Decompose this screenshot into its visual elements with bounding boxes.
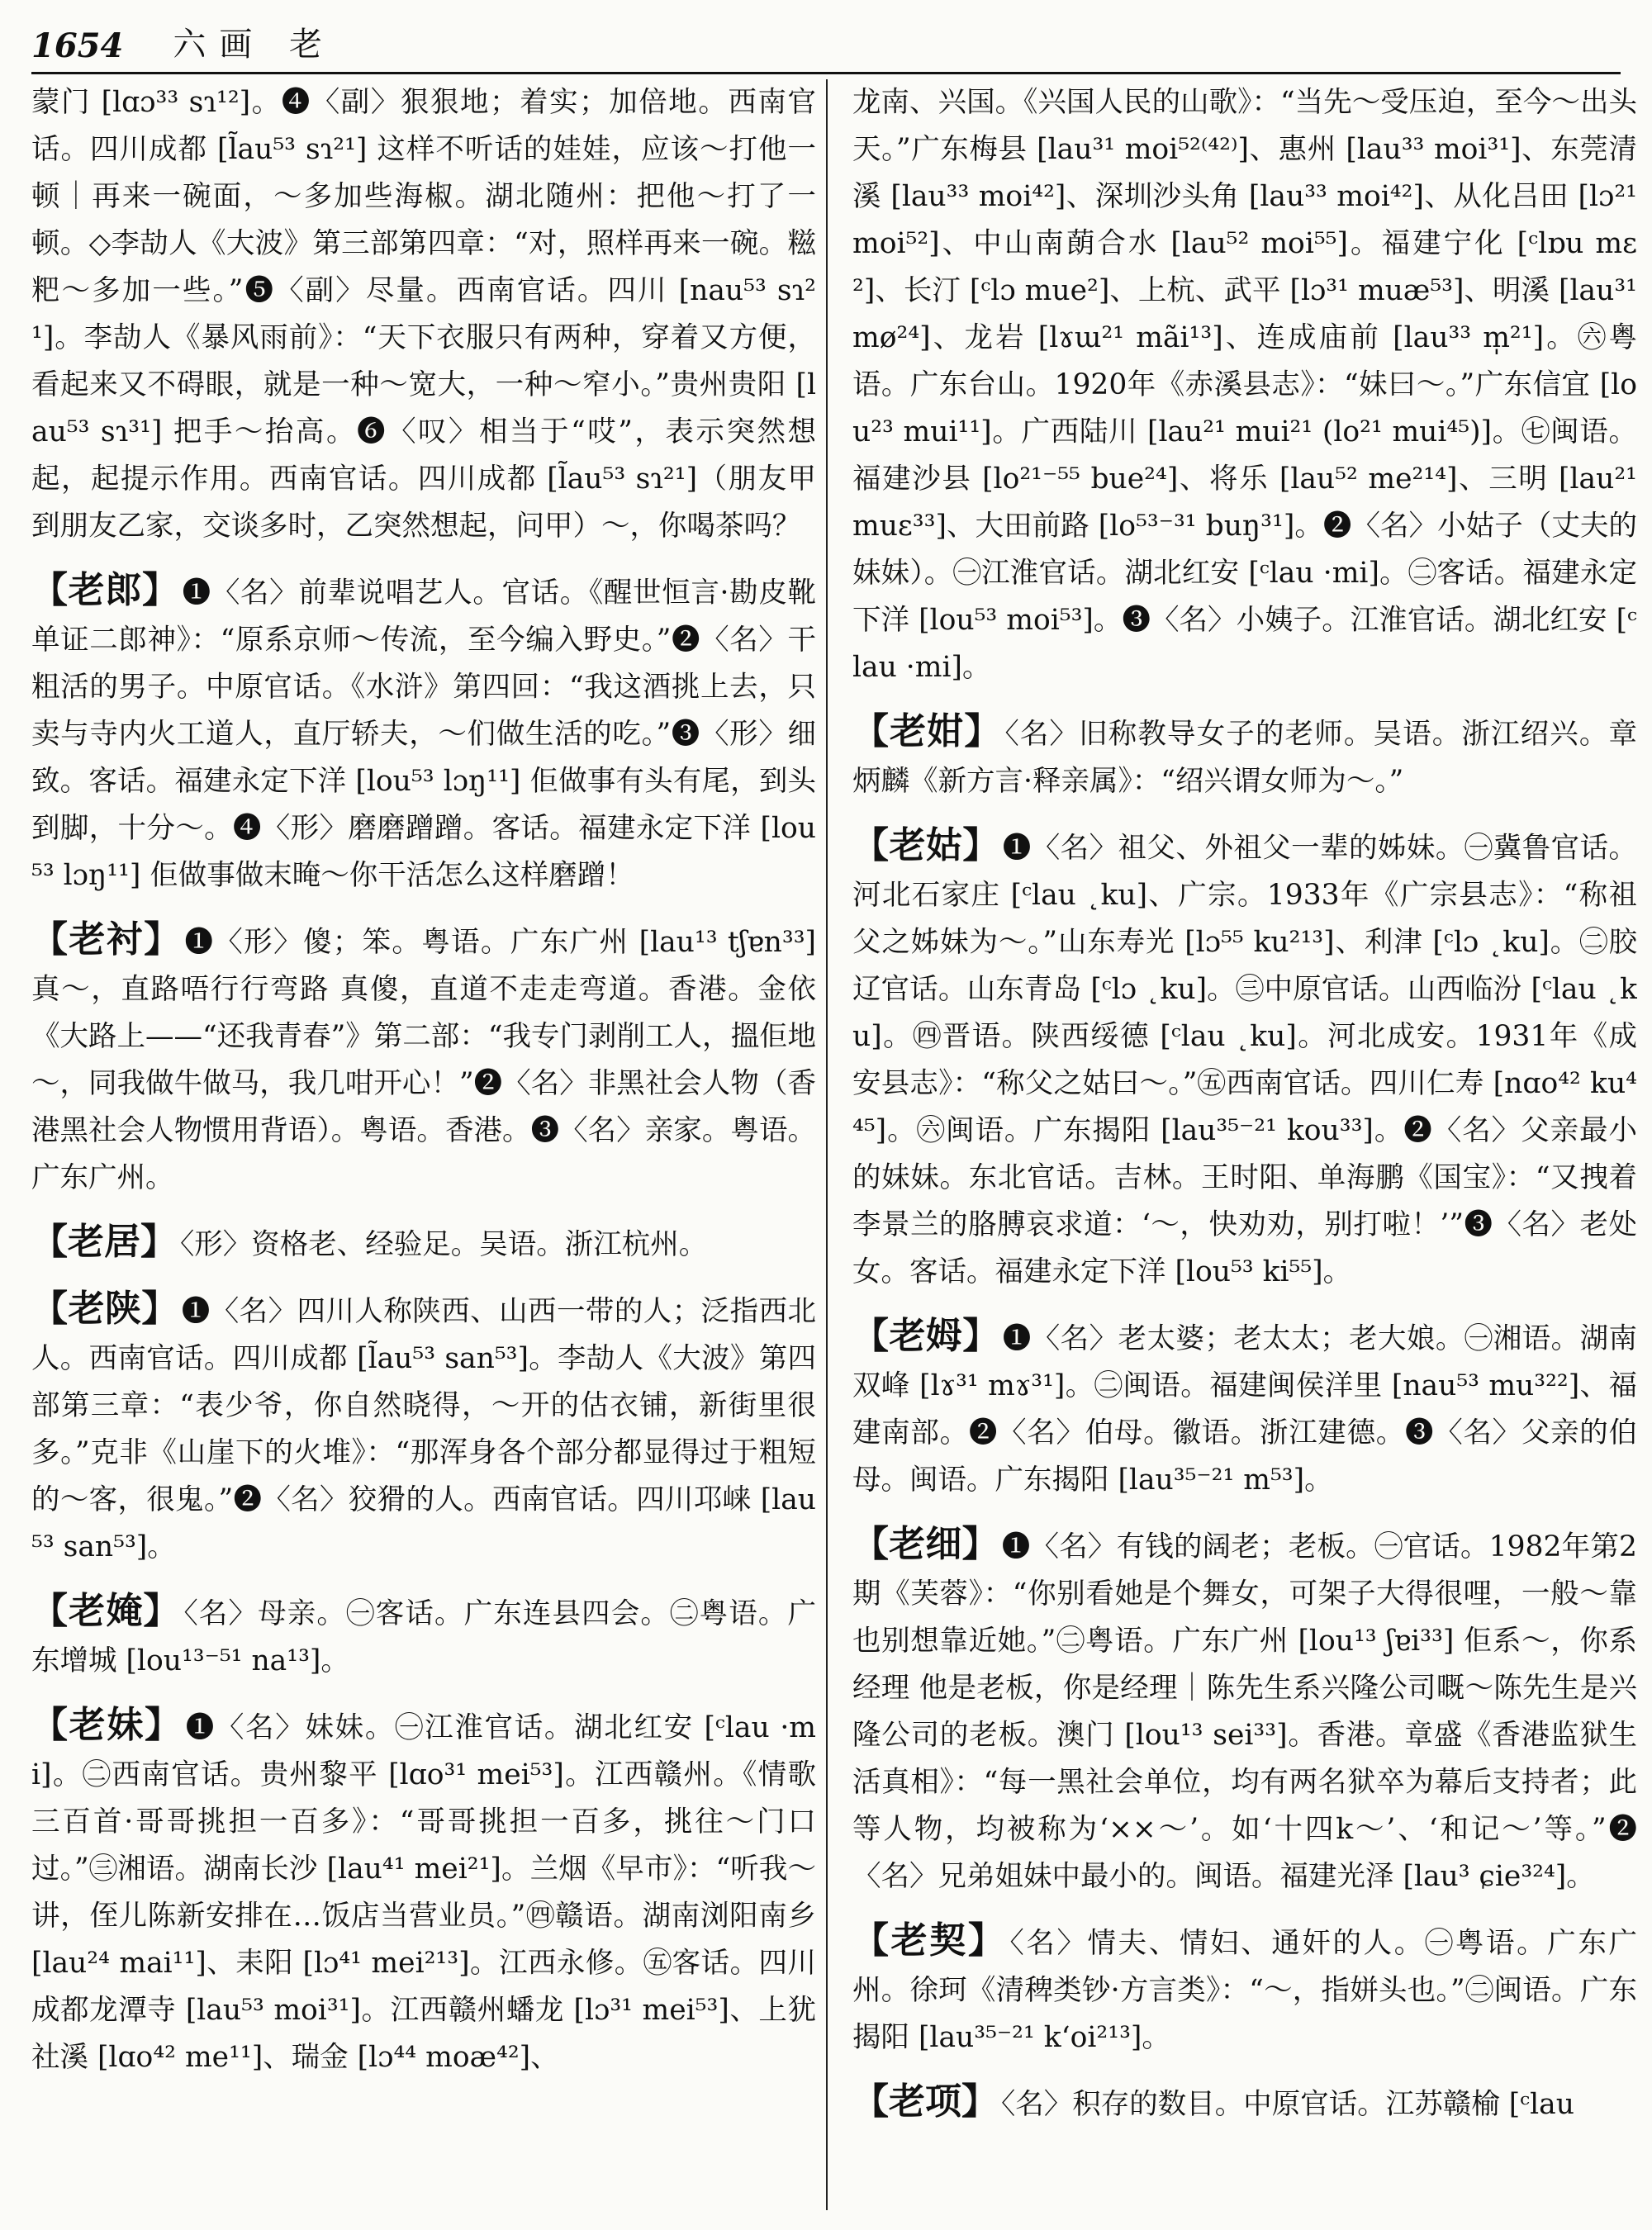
dictionary-entry: [31, 1285, 816, 1571]
entry-headword: 【老居】: [31, 1221, 177, 1263]
dictionary-entry: [852, 79, 1637, 691]
entry-text: ❶〈名〉祖父、外祖父一辈的姊妹。㊀冀鲁官话。河北石家庄 [ᶜlau ˛ku]、广宗。1933年《广宗县志》：“称祖父之姊妹为～。”山东寿光 [lɔ⁵⁵ ku²¹³]、利津 [ᶜlɔ ˛ku]。㊁胶辽官话。山东青岛 [ᶜlɔ ˛ku]。㊂中原官话。山西临汾 [ᶜlau ˛ku]。㊃晋语。陕西绥德 [ᶜlau ˛ku]。河北成安。1931年《成安县志》：“称父之姑曰～。”㊄西南官话。四川仁寿 [nɑo⁴² ku⁴⁴⁵]。㊅闽语。广东揭阳 [lau³⁵⁻²¹ kou³³]。❷〈名〉父亲最小的妹妹。东北官话。吉林。王时阳、单海鹏《国宝》：“又拽着李景兰的胳膊哀求道：‘～，快劝劝，别打啦！’”❸〈名〉老处女。客话。福建永定下洋 [lou⁵³ ki⁵⁵]。: [852, 832, 1637, 1288]
running-head: 六画 老: [173, 26, 336, 64]
dictionary-entry: [852, 1312, 1637, 1504]
entry-text: 〈名〉母亲。㊀客话。广东连县四会。㊁粤语。广东增城 [lou¹³⁻⁵¹ na¹³]。: [31, 1597, 816, 1677]
entry-headword: 【老项】: [852, 2081, 998, 2123]
entry-headword: 【老细】: [852, 1523, 999, 1565]
entry-headword: 【老㛪】: [31, 1590, 181, 1632]
entry-text: ❶〈形〉傻；笨。粤语。广东广州 [lau¹³ tʃɐn³³] 真～，直路唔行行弯路 真傻，直道不走走弯道。香港。金依《大路上——“还我青春”》第二部：“我专门剥削工人，搵佢地～，同我做牛做马，我几咁开心！”❷〈名〉非黑社会人物（香港黑社会人物惯用背语）。粤语。香港。❸〈名〉亲家。粤语。广东广州。: [31, 926, 816, 1194]
entry-headword: 【老契】: [852, 1919, 1007, 1962]
column-divider: [826, 79, 828, 2210]
dictionary-entry: [852, 2078, 1637, 2128]
entry-text: ❶〈名〉老太婆；老太太；老大娘。㊀湘语。湖南双峰 [lɤ³¹ mɤ³¹]。㊁闽语。福建闽侯洋里 [nau⁵³ mu³²²]、福建南部。❷〈名〉伯母。徽语。浙江建德。❸〈名〉父亲的伯母。闽语。广东揭阳 [lau³⁵⁻²¹ m⁵³]。: [852, 1322, 1637, 1497]
right-column: [852, 79, 1637, 2210]
entry-headword: 【老姑】: [852, 824, 999, 866]
dictionary-entry: [31, 567, 816, 899]
entry-text: 〈名〉积存的数目。中原官话。江苏赣榆 [ᶜlau: [1001, 2088, 1574, 2121]
page-header: [31, 17, 1621, 74]
entry-headword: 【老妹】: [31, 1704, 183, 1746]
dictionary-entry: [31, 1587, 816, 1685]
dictionary-entry: [31, 916, 816, 1202]
entry-text: ❶〈名〉四川人称陕西、山西一带的人；泛指西北人。西南官话。四川成都 [l̃au⁵³ san⁵³]。李劼人《大波》第四部第三章：“表少爷，你自然晓得，～开的估衣铺，新街里很多。”克非《山崖下的火堆》：“那浑身各个部分都显得过于粗短的～客，很鬼。”❷〈名〉狡猾的人。西南官话。四川邛崃 [lau⁵³ san⁵³]。: [31, 1295, 816, 1563]
entry-text: 〈名〉旧称教导女子的老师。吴语。浙江绍兴。章炳麟《新方言·释亲属》：“绍兴谓女师为～。”: [852, 718, 1637, 798]
dictionary-entry: [852, 1521, 1637, 1900]
entry-text: 龙南、兴国。《兴国人民的山歌》：“当先～受压迫，至今～出头天。”广东梅县 [lau³¹ moi⁵²⁽⁴²⁾]、惠州 [lau³³ moi³¹]、东莞清溪 [lau³³ moi⁴²]、深圳沙头角 [lau³³ moi⁴²]、从化吕田 [lɔ²¹ moi⁵²]、中山南蓢合水 [lau⁵² moi⁵⁵]。福建宁化 [ᶜlɒu mɛ²]、长汀 [ᶜlɔ mue²]、上杭、武平 [lɔ³¹ muæ⁵³]、明溪 [lau³¹ mø²⁴]、龙岩 [lɤɯ²¹ mãi¹³]、连成庙前 [lau³³ m̩²¹]。㊅粤语。广东台山。1920年《赤溪县志》：“妹曰～。”广东信宜 [lou²³ mui¹¹]。广西陆川 [lau²¹ mui²¹ (lo²¹ mui⁴⁵)]。㊆闽语。福建沙县 [lo²¹⁻⁵⁵ bue²⁴]、将乐 [lau⁵² me²¹⁴]、三明 [lau²¹ muɛ³³]、大田前路 [lo⁵³⁻³¹ buŋ³¹]。❷〈名〉小姑子（丈夫的妹妹）。㊀江淮官话。湖北红安 [ᶜlau ·mi]。㊁客话。福建永定下洋 [lou⁵³ moi⁵³]。❸〈名〉小姨子。江淮官话。湖北红安 [ᶜlau ·mi]。: [852, 86, 1637, 684]
dictionary-entry: [31, 1218, 816, 1269]
entry-text: ❶〈名〉妹妹。㊀江淮官话。湖北红安 [ᶜlau ·mi]。㊁西南官话。贵州黎平 [lɑo³¹ mei⁵³]。江西赣州。《情歌三百首·哥哥挑担一百多》：“哥哥挑担一百多，挑往～门口过。”㊂湘语。湖南长沙 [lau⁴¹ mei²¹]。兰烟《早市》：“听我～讲，侄儿陈新安排在…饭店当营业员。”㊃赣语。湖南浏阳南乡 [lau²⁴ mai¹¹]、耒阳 [lɔ⁴¹ mei²¹³]。江西永修。㊄客话。四川成都龙潭寺 [lau⁵³ moi³¹]。江西赣州蟠龙 [lɔ³¹ mei⁵³]、上犹社溪 [lɑo⁴² me¹¹]、瑞金 [lɔ⁴⁴ moæ⁴²]、: [31, 1711, 816, 2074]
entry-text: 蒙门 [lɑɔ³³ sɿ¹²]。❹〈副〉狠狠地；着实；加倍地。西南官话。四川成都 [l̃au⁵³ sɿ²¹] 这样不听话的娃娃，应该～打他一顿｜再来一碗面，～多加些海椒。湖北随州：把他～打了一顿。◇李劼人《大波》第三部第四章：“对，照样再来一碗。糍粑～多加一些。”❺〈副〉尽量。西南官话。四川 [nau⁵³ sɿ²¹]。李劼人《暴风雨前》：“天下衣服只有两种，穿着又方便，看起来又不碍眼，就是一种～宽大，一种～窄小。”贵州贵阳 [lau⁵³ sɿ³¹] 把手～抬高。❻〈叹〉相当于“哎”，表示突然想起，起提示作用。西南官话。四川成都 [l̃au⁵³ sɿ²¹]（朋友甲到朋友乙家，交谈多时，乙突然想起，问甲）～，你喝茶吗？: [31, 86, 816, 543]
dictionary-entry: [31, 1701, 816, 2081]
entry-text: 〈名〉情夫、情妇、通奸的人。㊀粤语。广东广州。徐珂《清稗类钞·方言类》：“～，指姘头也。”㊁闽语。广东揭阳 [lau³⁵⁻²¹ kʻoi²¹³]。: [852, 1927, 1637, 2054]
entry-headword: 【老陕】: [31, 1288, 178, 1330]
entry-headword: 【老姆】: [852, 1315, 999, 1357]
entry-headword: 【老衬】: [31, 918, 182, 961]
dictionary-entry: [852, 822, 1637, 1296]
left-column: [31, 79, 816, 2210]
page-number: 1654: [31, 26, 124, 65]
dictionary-entry: [852, 1917, 1637, 2062]
entry-headword: 【老姏】: [852, 710, 1002, 752]
dictionary-entry: [31, 79, 816, 550]
dictionary-entry: [852, 708, 1637, 805]
entry-text: ❶〈名〉有钱的阔老；老板。㊀官话。1982年第2期《芙蓉》：“你别看她是个舞女，可架子大得很哩，一般～靠也别想靠近她。”㊁粤语。广东广州 [lou¹³ ʃɐi³³] 佢系～，你系经理 他是老板，你是经理｜陈先生系兴隆公司嘅～陈先生是兴隆公司的老板。澳门 [lou¹³ sei³³]。香港。章盛《香港监狱生活真相》：“每一黑社会单位，均有两名狱卒为幕后支持者；此等人物，均被称为‘××～’。如‘十四k～’、‘和记～’等。”❷〈名〉兄弟姐妹中最小的。闽语。福建光泽 [lau³ ɕie³²⁴]。: [852, 1530, 1637, 1893]
entry-headword: 【老郎】: [31, 569, 179, 611]
entry-text: ❶〈名〉前辈说唱艺人。官话。《醒世恒言·勘皮靴单证二郎神》：“原系京师～传流，至今编入野史。”❷〈名〉干粗活的男子。中原官话。《水浒》第四回：“我这酒挑上去，只卖与寺内火工道人，直厅轿夫，～们做生活的吃。”❸〈形〉细致。客话。福建永定下洋 [lou⁵³ lɔŋ¹¹] 佢做事有头有尾，到头到脚，十分～。❹〈形〉磨磨蹭蹭。客话。福建永定下洋 [lou⁵³ lɔŋ¹¹] 佢做事做末晻～你干活怎么这样磨蹭！: [31, 576, 816, 892]
entry-text: 〈形〉资格老、经验足。吴语。浙江杭州。: [180, 1228, 708, 1261]
